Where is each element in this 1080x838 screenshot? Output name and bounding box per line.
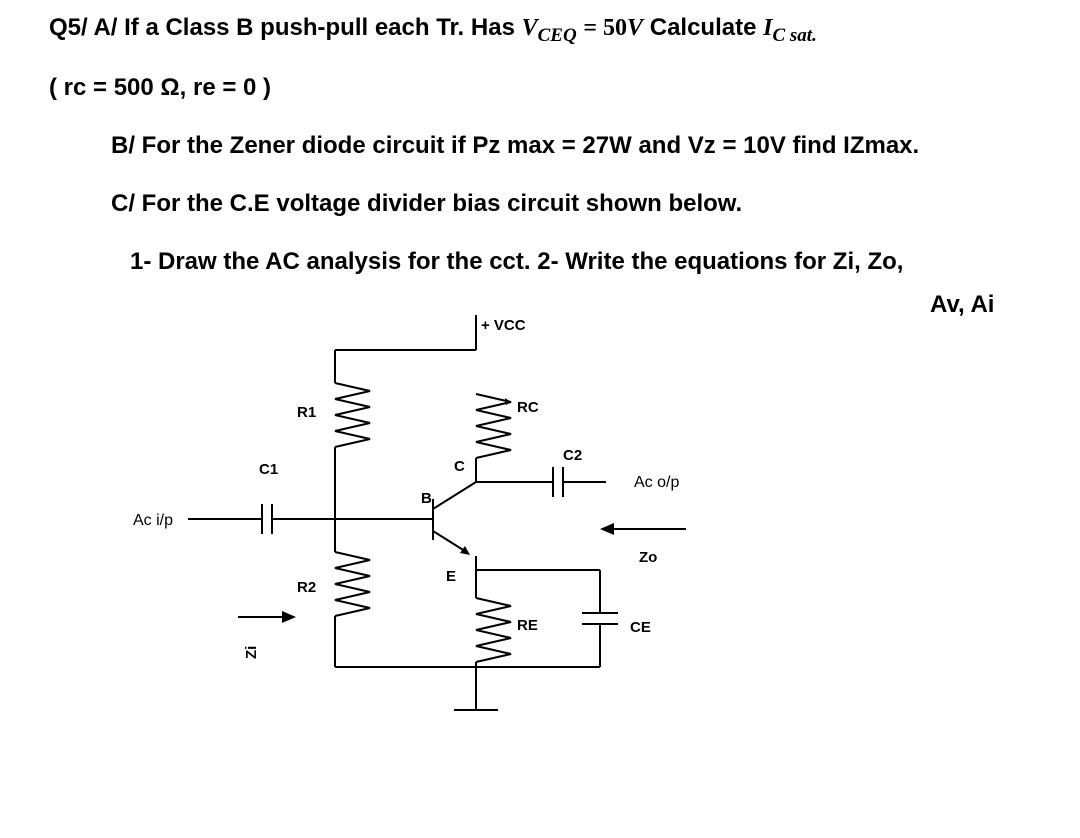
zo-label: Zo bbox=[639, 549, 658, 566]
part-c-tasks-continued: Av, Ai bbox=[930, 291, 995, 318]
collector-label: C bbox=[454, 458, 465, 475]
rc-resistor bbox=[476, 394, 511, 458]
question-part-c: C/ For the C.E voltage divider bias circuit shown below. bbox=[111, 190, 743, 217]
collector-lead bbox=[433, 482, 476, 509]
zi-label: Zi bbox=[243, 645, 260, 659]
zo-arrow-icon bbox=[600, 523, 614, 535]
r1-resistor bbox=[335, 383, 370, 447]
r1-label: R1 bbox=[297, 404, 317, 421]
vcc-label: + VCC bbox=[481, 317, 526, 334]
emitter-arrow-icon bbox=[460, 546, 470, 555]
question-part-b: B/ For the Zener diode circuit if Pz max = 27W and Vz = 10V find IZmax. bbox=[111, 132, 920, 159]
rc-label: RC bbox=[517, 399, 539, 416]
part-a-parameters: ( rc = 500 Ω, re = 0 ) bbox=[49, 74, 272, 101]
base-label: B bbox=[421, 490, 432, 507]
part-a-calculate: Calculate bbox=[649, 14, 757, 41]
vceq-symbol: $V_{CEQ}$ bbox=[521, 15, 577, 46]
zi-arrow-icon bbox=[282, 611, 296, 623]
emitter-label: E bbox=[446, 568, 457, 585]
re-label: RE bbox=[517, 617, 538, 634]
ic-sat-symbol: $I_{C sat.}$ bbox=[763, 15, 817, 46]
vceq-value: = 50V bbox=[583, 15, 644, 41]
r2-label: R2 bbox=[297, 579, 317, 596]
ce-label: CE bbox=[630, 619, 651, 636]
c2-label: C2 bbox=[563, 447, 583, 464]
part-a-prefix: Q5/ A/ If a Class B push-pull each Tr. Has bbox=[49, 14, 515, 41]
ac-output-label: Ac o/p bbox=[634, 474, 680, 491]
ac-input-label: Ac i/p bbox=[133, 512, 174, 529]
c1-label: C1 bbox=[259, 461, 279, 478]
rc-arrow-icon bbox=[505, 398, 511, 405]
r2-resistor bbox=[335, 552, 370, 616]
re-resistor bbox=[476, 598, 511, 662]
part-c-tasks: 1- Draw the AC analysis for the cct. 2- Write the equations for Zi, Zo, bbox=[130, 248, 904, 275]
